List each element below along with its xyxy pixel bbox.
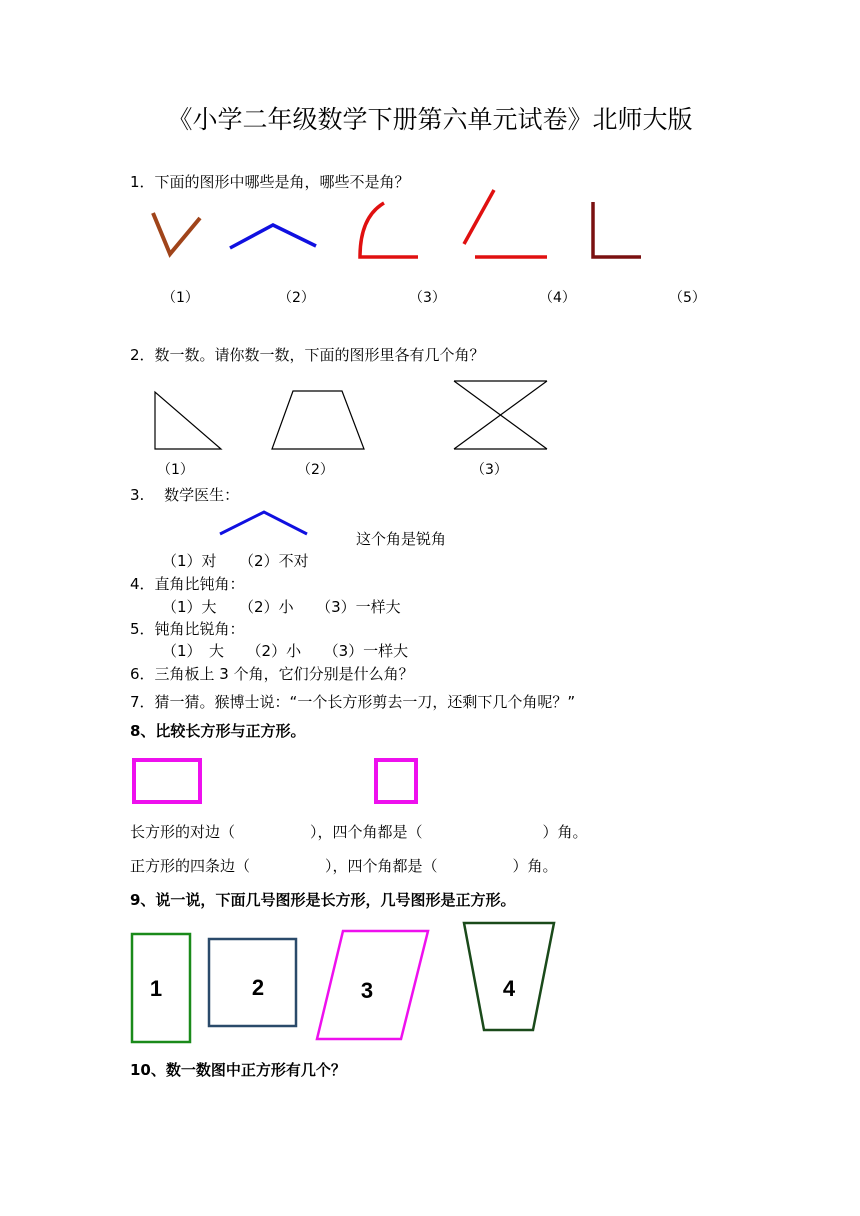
q8-line-2: 正方形的四条边（ ），四个角都是（ ）角。 (130, 857, 558, 875)
q9-shape-3 (313, 927, 433, 1043)
q3-options: （1）对 （2）不对 (162, 552, 309, 570)
q8-rectangle (132, 758, 202, 804)
question-8-text: 8、比较长方形与正方形。 (130, 722, 306, 740)
question-3-text: 3. 数学医生： (130, 486, 240, 504)
question-4-text: 4．直角比钝角： (130, 575, 245, 593)
q2-triangle (150, 388, 230, 454)
question-5-text: 5．钝角比锐角： (130, 620, 245, 638)
angle-shape-1 (153, 213, 200, 254)
q2-label-1: （1） (157, 462, 194, 478)
q1-figure-2 (225, 215, 325, 255)
q9-shape-1 (128, 930, 194, 1048)
q1-label-2: （2） (278, 290, 315, 306)
q9-number-4: 4 (502, 976, 516, 1001)
q3-angle (215, 507, 315, 539)
q5-options: （1） 大 （2）小 （3）一样大 (162, 642, 409, 660)
separated-line-4a (464, 190, 494, 244)
question-1-text: 1．下面的图形中哪些是角，哪些不是角？ (130, 173, 410, 191)
question-2-text: 2．数一数。请你数一数，下面的图形里各有几个角？ (130, 346, 485, 364)
q9-number-2: 2 (251, 975, 265, 1000)
q1-label-5: （5） (669, 290, 706, 306)
angle-shape-2 (230, 225, 316, 248)
question-9-text: 9、说一说，下面几号图形是长方形，几号图形是正方形。 (130, 891, 516, 909)
q9-shape-4 (460, 920, 560, 1034)
q3-statement: 这个角是锐角 (356, 530, 447, 548)
curved-shape-3 (360, 203, 418, 257)
q2-trapezoid (268, 387, 368, 453)
q1-label-3: （3） (409, 290, 446, 306)
q1-figure-4 (455, 185, 555, 265)
page-title: 《小学二年级数学下册第六单元试卷》北师大版 (167, 105, 693, 134)
q1-figure-3 (350, 195, 430, 265)
q2-label-2: （2） (297, 462, 334, 478)
q1-figure-1 (140, 200, 210, 260)
q9-number-3: 3 (360, 978, 374, 1003)
q8-line-1: 长方形的对边（ ），四个角都是（ ）角。 (130, 823, 588, 841)
q9-shape-2 (206, 936, 300, 1030)
question-7-text: 7．猜一猜。猴博士说：“一个长方形剪去一刀，还剩下几个角呢？” (130, 693, 576, 711)
q2-hourglass (448, 376, 554, 454)
q1-label-4: （4） (539, 290, 576, 306)
q8-square (374, 758, 418, 804)
q2-label-3: （3） (471, 462, 508, 478)
right-angle-shape-5 (593, 202, 641, 257)
question-6-text: 6．三角板上 3 个角，它们分别是什么角？ (130, 665, 414, 683)
question-10-text: 10、数一数图中正方形有几个？ (130, 1061, 346, 1079)
q1-figure-5 (585, 195, 655, 265)
q9-number-1: 1 (149, 976, 163, 1001)
q4-options: （1）大 （2）小 （3）一样大 (162, 598, 401, 616)
q1-label-1: （1） (162, 290, 199, 306)
